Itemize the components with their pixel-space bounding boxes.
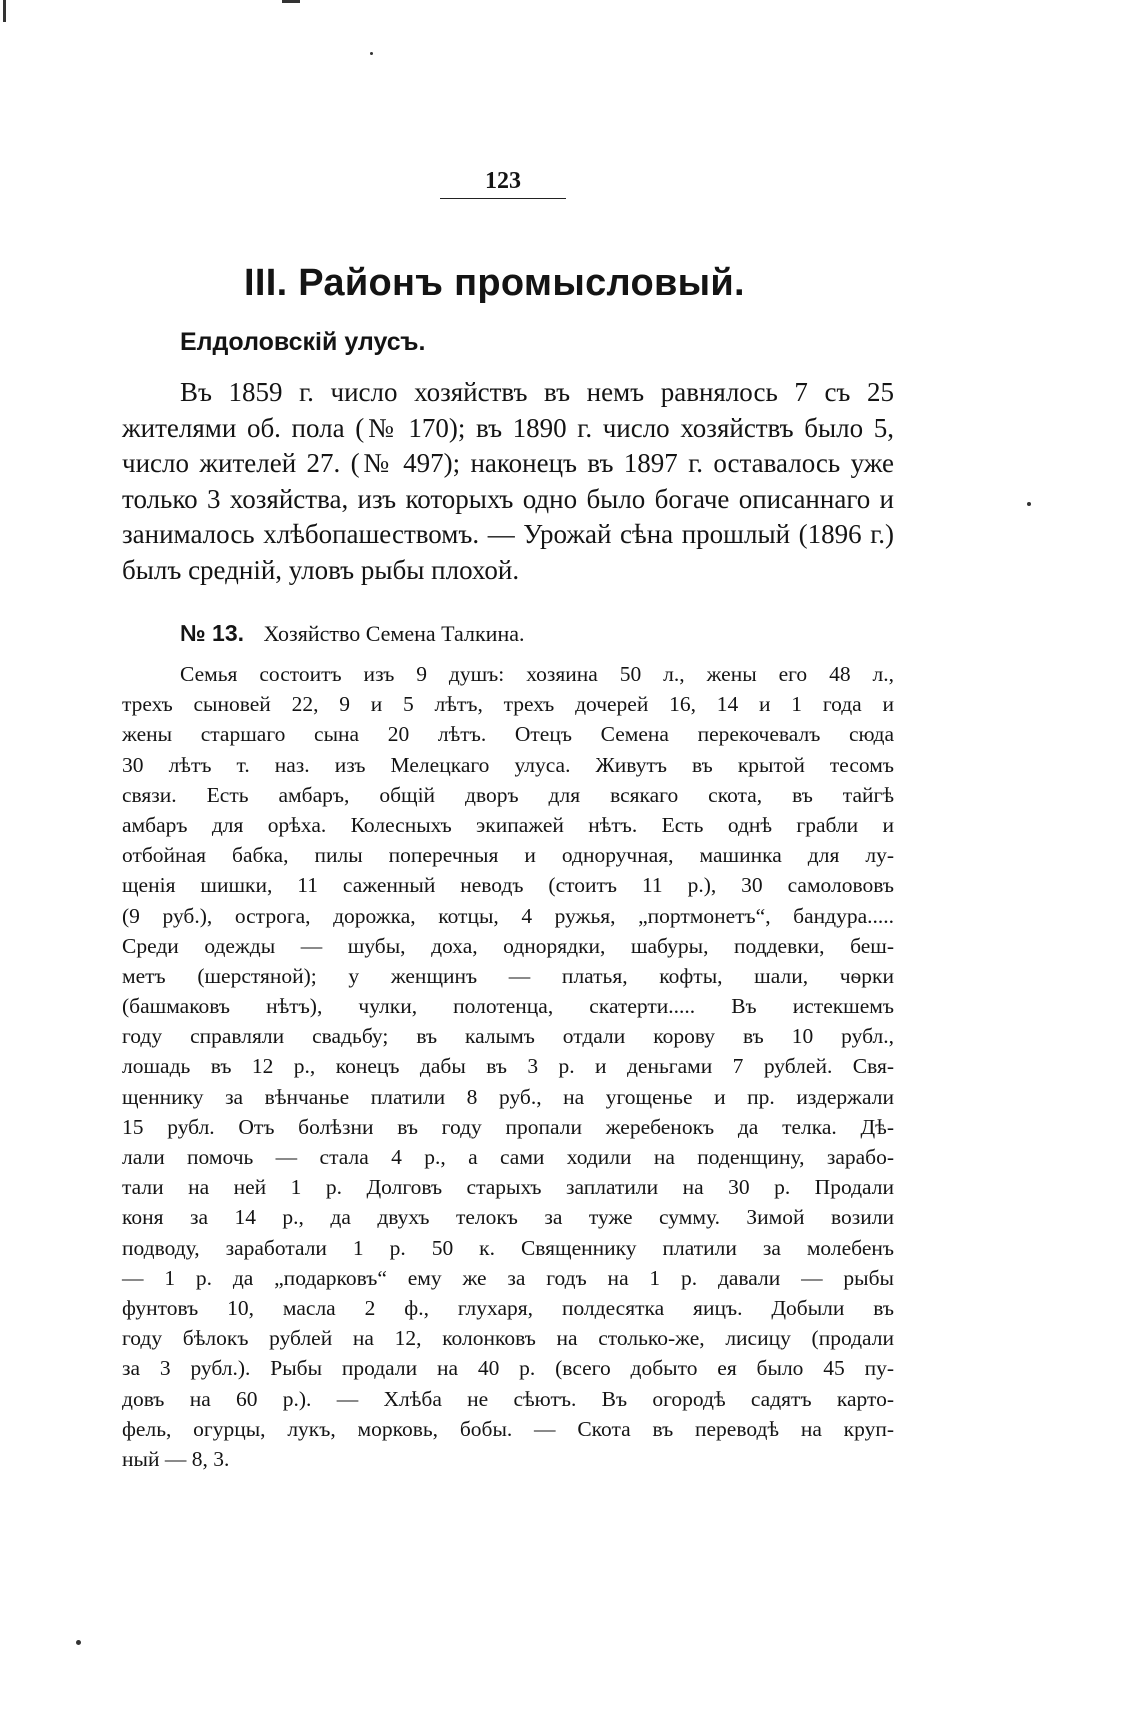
body-line: амбаръ для орѣха. Колесныхъ экипажей нѣтъ. Есть однѣ грабли и (122, 812, 894, 837)
scan-speck (1027, 502, 1031, 506)
intro-paragraph: Въ 1859 г. число хозяйствъ въ немъ равнялось 7 съ 25 жителями об. пола (№ 170); въ 1890 г. число хозяйствъ было 5, число жителей 27. (№ 497); наконецъ въ 1897 г. оставалось уже только 3 хозяйства, изъ которыхъ одно было богаче описаннаго и занималось хлѣбопашествомъ. — Урожай сѣна прошлый (1896 г.) былъ среднiй, уловъ рыбы плохой. (122, 377, 894, 585)
scan-speck (370, 52, 373, 55)
body-line: 30 лѣтъ т. наз. изъ Мелецкаго улуса. Живутъ въ крытой тесомъ (122, 752, 894, 777)
body-line: (9 руб.), острога, дорожка, котцы, 4 ружья, „портмонетъ“, бандура..... (122, 903, 894, 928)
body-line: фель, огурцы, лукъ, морковь, бобы. — Скота въ переводѣ на круп- (122, 1416, 894, 1441)
scan-speck (76, 1640, 81, 1645)
body-line: связи. Есть амбаръ, общiй дворъ для всякаго скота, въ тайгѣ (122, 782, 894, 807)
body-line: (башмаковъ нѣтъ), чулки, полотенца, скатерти..... Въ истекшемъ (122, 994, 894, 1019)
scan-mark-left (3, 0, 6, 22)
body-line: жены старшаго сына 20 лѣтъ. Отецъ Семена перекочевалъ сюда (122, 722, 894, 747)
body-line: щенiя шишки, 11 саженный неводъ (стоитъ 11 р.), 30 самолововъ (122, 873, 894, 898)
body-line: щеннику за вѣнчанье платили 8 руб., на угощенье и пр. издержали (122, 1084, 894, 1109)
body-line: 15 рубл. Отъ болѣзни въ году пропали жеребенокъ да телка. Дѣ- (122, 1114, 894, 1139)
section-title: III. Районъ промысловый. (244, 262, 745, 304)
entry-heading (180, 620, 524, 647)
entry-body (122, 659, 894, 1474)
page-number: 123 (440, 168, 566, 199)
body-line: за 3 рубл.). Рыбы продали на 40 р. (всего добыто ея было 45 пу- (122, 1356, 894, 1381)
body-line: трехъ сыновей 22, 9 и 5 лѣтъ, трехъ дочерей 16, 14 и 1 года и (122, 692, 894, 717)
body-line: — 1 р. да „подарковъ“ ему же за годъ на 1 р. давали — рыбы (122, 1265, 894, 1290)
body-line: лошадь въ 12 р., конецъ дабы въ 3 р. и деньгами 7 рублей. Свя- (122, 1054, 894, 1079)
body-line: лали помочь — стала 4 р., а сами ходили на поденщину, зарабо- (122, 1145, 894, 1169)
body-line: довъ на 60 р.). — Хлѣба не сѣютъ. Въ огородѣ садятъ карто- (122, 1386, 894, 1411)
body-line: коня за 14 р., да двухъ телокъ за туже сумму. Зимой возили (122, 1205, 894, 1230)
body-line: Семья состоитъ изъ 9 душъ: хозяина 50 л., жены его 48 л., (180, 662, 894, 686)
body-line: ный — 8, 3. (122, 1446, 230, 1471)
entry-number: № 13. (180, 620, 245, 646)
entry-title: Хозяйство Семена Талкина. (263, 621, 525, 646)
body-line: году бѣлокъ рублей на 12, колонковъ на столько-же, лисицу (продали (122, 1326, 894, 1351)
body-line: тали на ней 1 р. Долговъ старыхъ заплатили на 30 р. Продали (122, 1175, 894, 1200)
body-line: году справляли свадьбу; въ калымъ отдали корову въ 10 рубл., (122, 1024, 894, 1049)
body-line: Среди одежды — шубы, доха, однорядки, шабуры, поддевки, беш- (122, 933, 894, 958)
body-line: фунтовъ 10, масла 2 ф., глухаря, полдесятка яицъ. Добыли въ (122, 1295, 894, 1320)
body-line: подводу, заработали 1 р. 50 к. Священнику платили за молебенъ (122, 1235, 894, 1260)
scan-mark-top (282, 0, 300, 3)
body-line: метъ (шерстяной); у женщинъ — платья, кофты, шали, чѳрки (122, 963, 894, 988)
body-line: отбойная бабка, пилы поперечныя и одноручная, машинка для лу- (122, 843, 894, 868)
subsection-title: Елдоловскiй улусъ. (180, 328, 426, 356)
